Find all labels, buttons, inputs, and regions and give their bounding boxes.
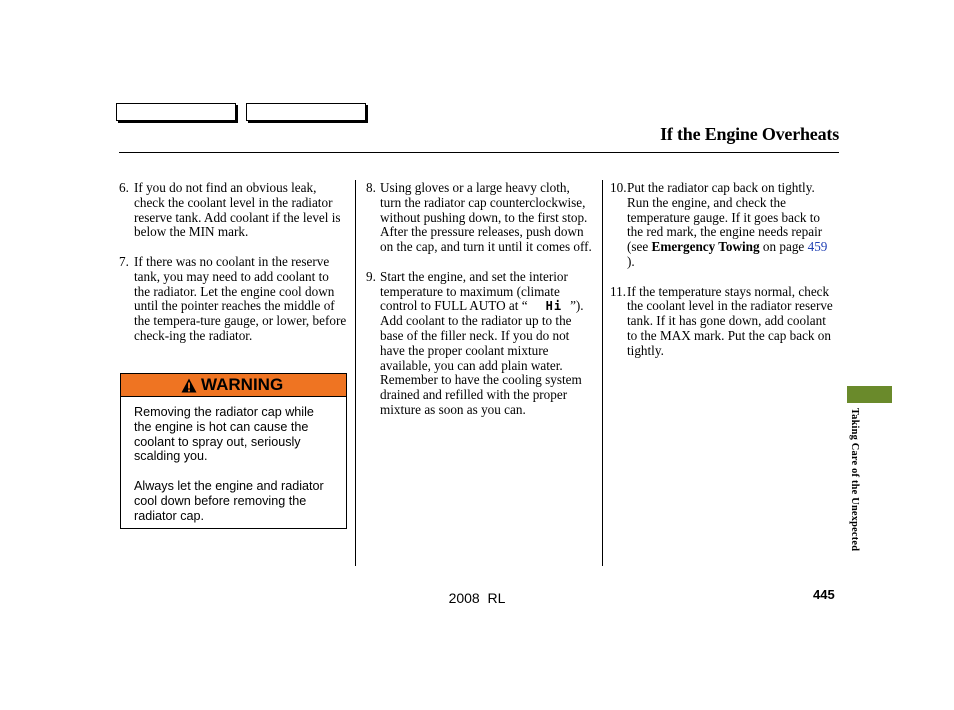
page-title: If the Engine Overheats: [660, 124, 839, 144]
step-text: If you do not find an obvious leak, check the coolant level in the radiator reserve tank. Add coolant if the level is below the MIN mark.: [134, 180, 341, 240]
step-6: [119, 181, 347, 240]
warning-triangle-icon: [181, 378, 197, 393]
nav-button-next[interactable]: [246, 103, 366, 121]
step-text-part: Start the engine, and set the interior temperature to maximum (climate control to FULL AUTO at “: [380, 268, 568, 314]
step-number: 8.: [366, 180, 376, 195]
column-2: [366, 181, 594, 433]
title-rule: [119, 152, 839, 153]
section-label: Taking Care of the Unexpected: [849, 408, 860, 552]
step-text-part: on page: [759, 239, 808, 255]
column-3: [610, 181, 838, 373]
step-text-part: Put the radiator cap back on tightly. Run the engine, and check the temperature gauge. If it goes back to the red mark, the engine needs repair (see: [627, 180, 823, 255]
step-9: [366, 270, 594, 418]
page-link-459[interactable]: 459: [807, 239, 828, 255]
footer-model: 2008 RL: [448, 590, 506, 606]
emergency-towing-reference: Emergency Towing: [651, 239, 760, 255]
step-number: 6.: [119, 180, 129, 195]
step-text: [380, 270, 594, 418]
warning-paragraph: Removing the radiator cap while the engine is hot can cause the coolant to spray out, seriously scalding you.: [134, 405, 314, 464]
warning-label: WARNING: [201, 375, 284, 394]
step-7: [119, 255, 347, 344]
step-text: If the temperature stays normal, check the coolant level in the radiator reserve tank. If it has gone down, add coolant to the MAX mark. Put the cap back on tightly.: [627, 283, 833, 358]
step-number: 10.: [610, 180, 627, 195]
step-number: 9.: [366, 268, 376, 284]
step-text-part: ”). Add coolant to the radiator up to the base of the filler neck. If you do not have the proper coolant mixture available, you can add plain water. Remember to have the cooling system drained and refilled with the proper mixture as soon as you can.: [380, 298, 584, 417]
step-number: 7.: [119, 253, 129, 269]
column-divider: [602, 180, 603, 566]
step-10: [610, 181, 838, 270]
step-text-part: ).: [627, 253, 635, 269]
warning-body: [121, 397, 346, 523]
page-number: 445: [813, 587, 835, 602]
nav-button-previous[interactable]: [116, 103, 236, 121]
column-divider: [355, 180, 356, 566]
step-number: 11.: [610, 283, 626, 299]
step-text: Using gloves or a large heavy cloth, turn the radiator cap counterclockwise, without pushing down, to the first stop. After the pressure releases, push down on the cap, and turn it until it comes off.: [380, 180, 592, 255]
warning-paragraph: Always let the engine and radiator cool down before removing the radiator cap.: [134, 478, 324, 523]
section-tab: [847, 386, 892, 403]
step-text: [627, 181, 838, 270]
temperature-hi-icon: Hi: [545, 299, 563, 314]
step-8: [366, 181, 594, 255]
warning-box: [120, 373, 347, 529]
step-text: If there was no coolant in the reserve tank, you may need to add coolant to the radiator. Let the engine cool down until the pointer reaches the middle of the tempera-ture gauge, or lower, before check-ing the radiator.: [134, 253, 347, 343]
warning-header: [121, 374, 346, 397]
step-11: [610, 285, 838, 359]
column-1: [119, 181, 347, 359]
